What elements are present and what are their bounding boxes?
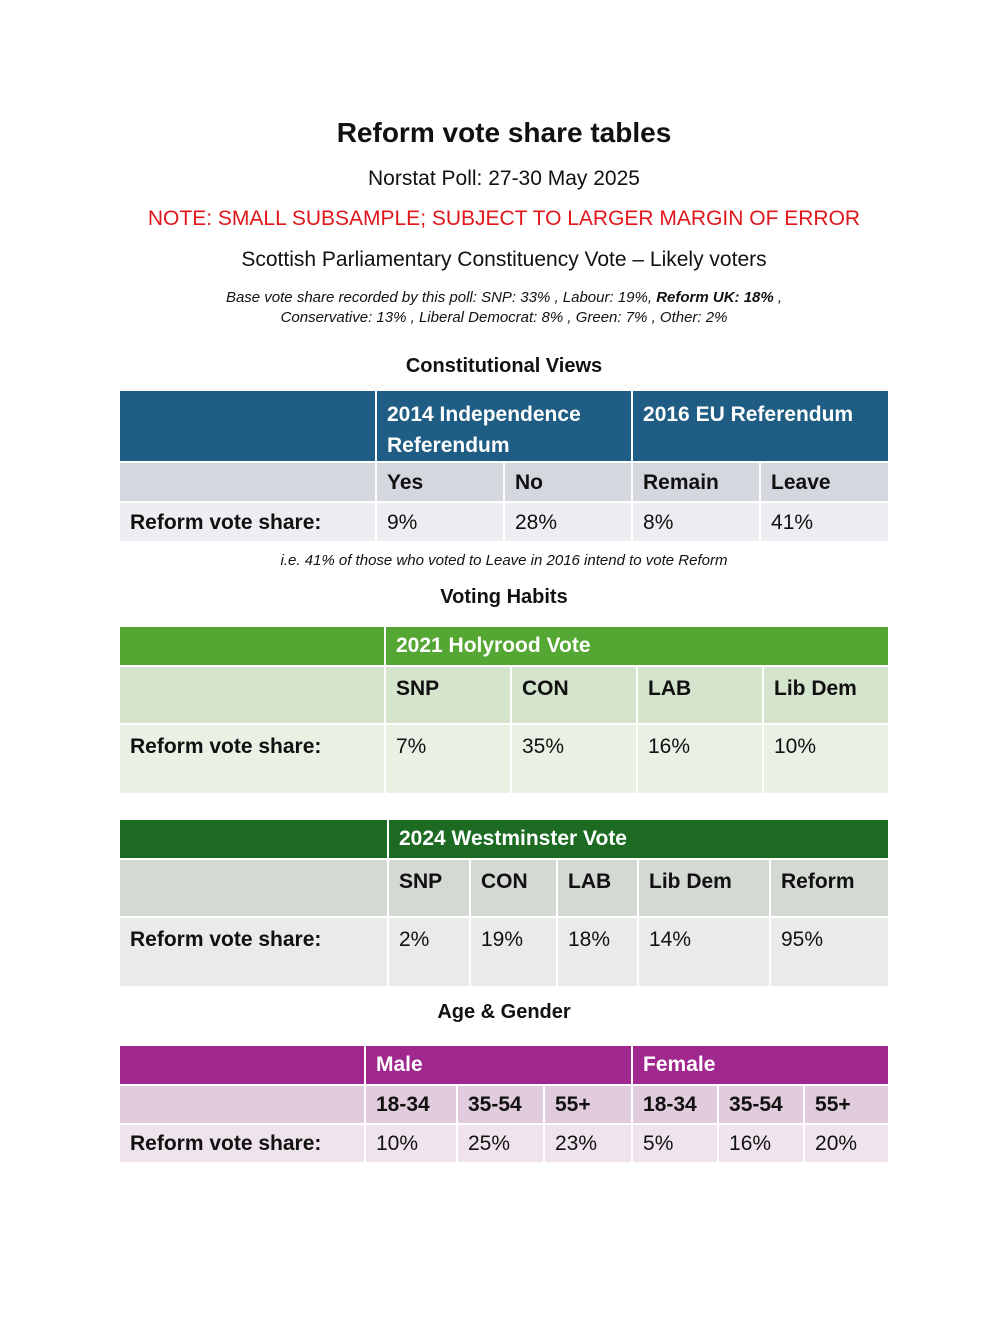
margin-of-error-note: NOTE: SMALL SUBSAMPLE; SUBJECT TO LARGER MARGIN OF ERROR bbox=[147, 207, 861, 230]
constitutional-table bbox=[120, 391, 888, 543]
table-row bbox=[120, 391, 888, 462]
value-cell: 8% bbox=[632, 502, 760, 542]
column-header: 55+ bbox=[804, 1085, 888, 1124]
column-header: SNP bbox=[385, 666, 511, 724]
subheader-blank-cell bbox=[120, 462, 376, 502]
base-vote-share bbox=[0, 288, 1008, 328]
group-header-westminster: 2024 Westminster Vote bbox=[388, 820, 888, 859]
holyrood-table bbox=[120, 627, 888, 795]
subheader-blank-cell bbox=[120, 859, 388, 917]
table-row bbox=[120, 462, 888, 502]
group-header-female: Female bbox=[632, 1046, 888, 1085]
value-cell: 10% bbox=[763, 724, 888, 794]
column-header: 55+ bbox=[544, 1085, 632, 1124]
voting-habits-heading: Voting Habits bbox=[440, 586, 568, 608]
value-cell: 16% bbox=[637, 724, 763, 794]
page-title: Reform vote share tables bbox=[336, 117, 672, 148]
value-cell: 2% bbox=[388, 917, 470, 987]
column-header: Lib Dem bbox=[638, 859, 770, 917]
column-header: LAB bbox=[637, 666, 763, 724]
table-row bbox=[120, 666, 888, 724]
row-label: Reform vote share: bbox=[120, 1124, 365, 1163]
column-header: LAB bbox=[557, 859, 638, 917]
group-header-eu: 2016 EU Referendum bbox=[632, 391, 888, 462]
column-header: CON bbox=[470, 859, 557, 917]
table-row bbox=[120, 724, 888, 794]
header-blank-cell bbox=[120, 1046, 365, 1085]
table-row bbox=[120, 859, 888, 917]
subheader-blank-cell bbox=[120, 1085, 365, 1124]
base-share-text-b: , bbox=[773, 289, 783, 306]
header-blank-cell bbox=[120, 820, 388, 859]
group-header-male: Male bbox=[365, 1046, 632, 1085]
group-header-independence: 2014 Independence Referendum bbox=[376, 391, 632, 462]
column-header: Yes bbox=[376, 462, 504, 502]
value-cell: 5% bbox=[632, 1124, 718, 1163]
value-cell: 19% bbox=[470, 917, 557, 987]
value-cell: 18% bbox=[557, 917, 638, 987]
row-label: Reform vote share: bbox=[120, 724, 385, 794]
table-row bbox=[120, 627, 888, 666]
column-header: No bbox=[504, 462, 632, 502]
column-header: Remain bbox=[632, 462, 760, 502]
value-cell: 25% bbox=[457, 1124, 544, 1163]
age-gender-table bbox=[120, 1046, 888, 1164]
value-cell: 95% bbox=[770, 917, 888, 987]
column-header: 35-54 bbox=[718, 1085, 804, 1124]
leave-footnote: i.e. 41% of those who voted to Leave in 2016 intend to vote Reform bbox=[280, 552, 728, 569]
constitutional-heading: Constitutional Views bbox=[405, 355, 603, 377]
base-share-text-a: Base vote share recorded by this poll: SNP: 33% , Labour: 19%, bbox=[225, 289, 657, 306]
table-row bbox=[120, 820, 888, 859]
table-row bbox=[120, 502, 888, 542]
table-row bbox=[120, 1046, 888, 1085]
header-blank-cell bbox=[120, 391, 376, 462]
vote-type-description: Scottish Parliamentary Constituency Vote – Likely voters bbox=[241, 248, 767, 271]
row-label: Reform vote share: bbox=[120, 917, 388, 987]
table-row bbox=[120, 1124, 888, 1163]
value-cell: 41% bbox=[760, 502, 888, 542]
column-header: 35-54 bbox=[457, 1085, 544, 1124]
table-row bbox=[120, 917, 888, 987]
westminster-table bbox=[120, 820, 888, 988]
table-row bbox=[120, 1085, 888, 1124]
column-header: CON bbox=[511, 666, 637, 724]
base-share-line-1 bbox=[0, 288, 1008, 308]
value-cell: 23% bbox=[544, 1124, 632, 1163]
value-cell: 16% bbox=[718, 1124, 804, 1163]
column-header: 18-34 bbox=[365, 1085, 457, 1124]
column-header: Reform bbox=[770, 859, 888, 917]
column-header: Lib Dem bbox=[763, 666, 888, 724]
value-cell: 10% bbox=[365, 1124, 457, 1163]
subheader-blank-cell bbox=[120, 666, 385, 724]
value-cell: 14% bbox=[638, 917, 770, 987]
column-header: 18-34 bbox=[632, 1085, 718, 1124]
header-blank-cell bbox=[120, 627, 385, 666]
value-cell: 7% bbox=[385, 724, 511, 794]
column-header: SNP bbox=[388, 859, 470, 917]
column-header: Leave bbox=[760, 462, 888, 502]
value-cell: 20% bbox=[804, 1124, 888, 1163]
row-label: Reform vote share: bbox=[120, 502, 376, 542]
poll-subtitle: Norstat Poll: 27-30 May 2025 bbox=[368, 167, 640, 190]
group-header-holyrood: 2021 Holyrood Vote bbox=[385, 627, 888, 666]
base-share-line-2: Conservative: 13% , Liberal Democrat: 8% , Green: 7% , Other: 2% bbox=[280, 309, 728, 326]
value-cell: 28% bbox=[504, 502, 632, 542]
base-share-reform: Reform UK: 18% bbox=[656, 289, 774, 306]
value-cell: 9% bbox=[376, 502, 504, 542]
age-gender-heading: Age & Gender bbox=[437, 1001, 571, 1023]
value-cell: 35% bbox=[511, 724, 637, 794]
